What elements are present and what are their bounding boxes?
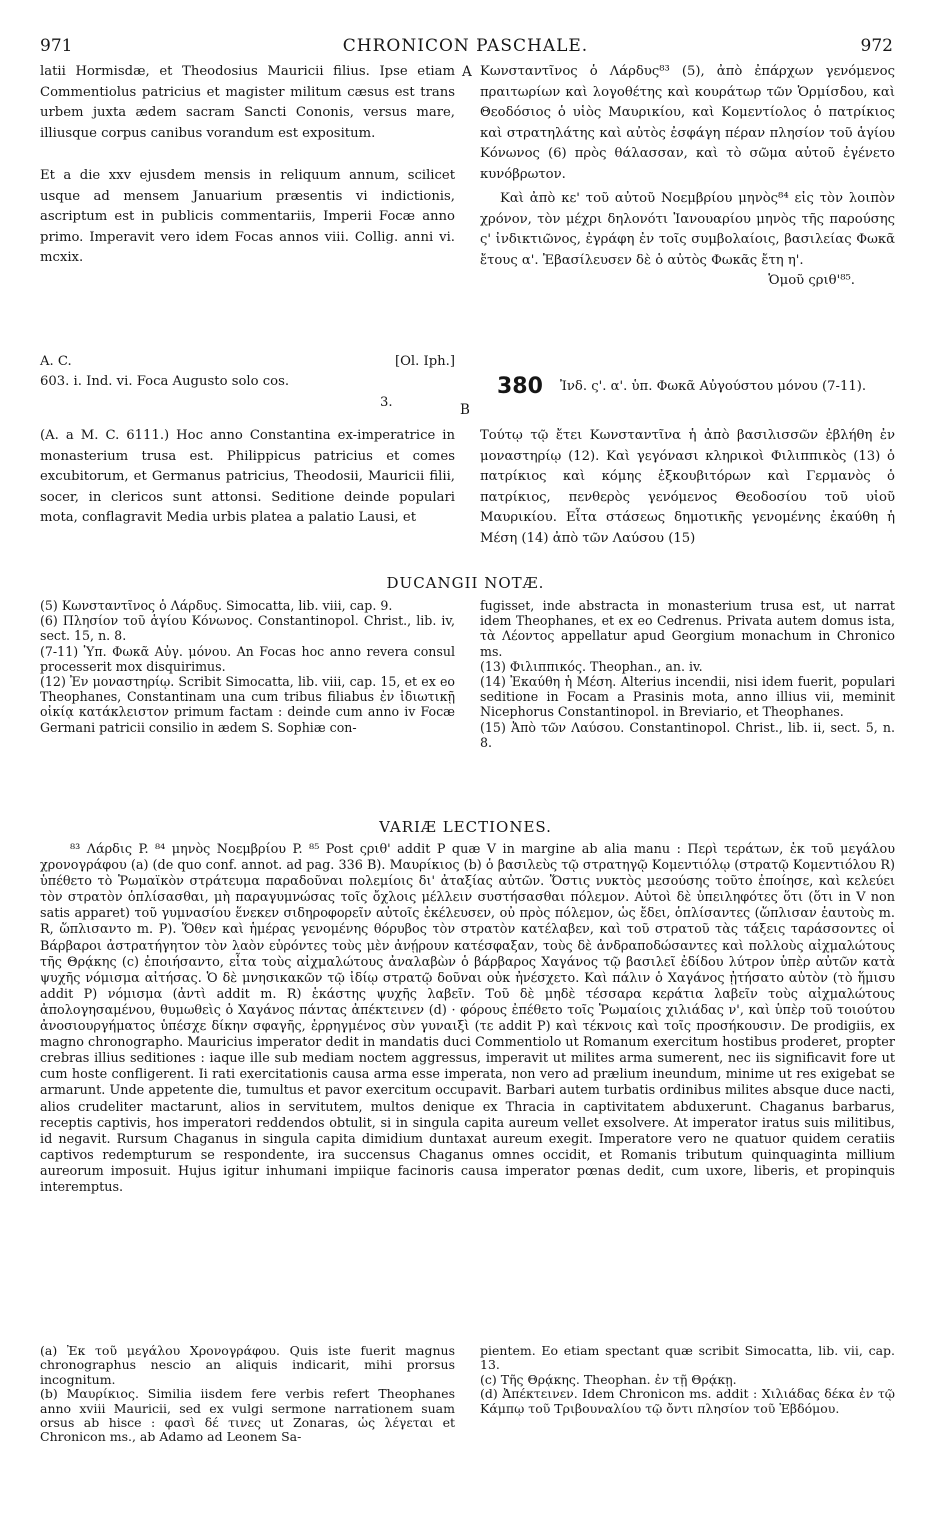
note-item: (6) Πλησίον τοῦ ἁγίου Κόνωνος. Constantinopol. Christ., lib. iv, sect. 15, n. 8. (40, 613, 455, 644)
variae-lectiones-block (40, 842, 895, 1196)
note-item: (13) Φιλιππικός. Theophan., an. iv. (480, 658, 703, 674)
footnote-item: (a) Ἐκ τοῦ μεγάλου Χρονογράφου. Quis iste fuerit magnus chronographus nescio an aliquis indicarit, mihi prorsus incognitum. (40, 1343, 455, 1387)
variae-text: ⁸³ Λάρδις P. ⁸⁴ μηνὸς Νοεμβρίου P. ⁸⁵ Post ςριθ' addit P quæ V in margine ab alia manu : Περὶ τεράτων, ἐκ τοῦ μεγάλου χρονογράφου (a) (de quo conf. annot. ad pag. 336 B). Μαυρίκιος (b) ὁ βασιλεὺς τῷ στρατηγῷ Κομεντιόλῳ (στρατῷ Κομεντιόλου R) ὑπέθετο τὸ Ῥωμαϊκὸν στράτευμα παραδοῦναι πολεμίοις δι' ἀταξίας αὐτῶν. Ὅστις νυκτὸς μεσούσης τοῦτο ἐποίησε, καὶ κελεύει τὸν στρατὸν ὁπλίσασθαι, μὴ παραγυμνώσας τοῖς ὄχλοις μέλλειν συστήσασθαι πόλεμον. Αὐτοὶ δὲ ὑπειληφότες ὅτι (ὅτι in V non satis apparet) τοῦ γυμνασίου ἕνεκεν σιδηροφορεῖν αὐτοῖς ἐκέλευσεν, οὐ πρὸς πόλεμον, ὡς ἔδει, ὁπλίσαντες (ὥπλισαν ἑαυτοὺς m. R, ὥπλισαντο m. P). Ὅθεν καὶ ἡμέρας γενομένης θόρυβος τὸν στρατὸν κατέλαβεν, καὶ τοῦ στρατοῦ τὰς τάξεις ταράσσοντες οἱ Βάρβαροι ἀστρατήγητον τὸν λαὸν εὑρόντες τοὺς μὲν ἀνῄρουν κατέσφαξαν, τοὺς δὲ ἀνδραποδώσαντες καὶ πολλοὺς αἰχμαλώτους τῆς Θρᾴκης (c) ἐποιήσαντο, εἶτα τοὺς αἰχμαλώτους ἀναλαβὼν ὁ βάρβαρος Χαγάνος τῷ βασιλεῖ ἐδίδου λύτρον ὑπὲρ αὐτῶν κατὰ ψυχῆς νόμισμα αἰτήσας. Ὁ δὲ μνησικακῶν τῷ ἰδίῳ στρατῷ δοῦναι οὐκ ἠνέσχετο. Καὶ πάλιν ὁ Χαγάνος ᾐτήσατο αὐτὸν (τὸ ἥμισυ addit P) νόμισμα (ἀντὶ addit m. R) ἑκάστης ψυχῆς λαβεῖν. Τοῦ δὲ μηδὲ τέσσαρα κεράτια λαβεῖν τοὺς αἰχμαλώτους ἀπολογησαμένου, θυμωθεὶς ὁ Χαγάνος πάντας ἀπέκτεινεν (d) · φόρους ἐπέθετο τοῖς Ῥωμαίοις χιλιάδας ν', καὶ ὑπὲρ τοῦ τοιούτου ἀνοσιουργήματος ὑπέσχε δίκην σφαγῆς, ἐρρηγμένος σὺν γυναιξὶ (τε addit P) καὶ τέκνοις καὶ τοῖς προσήκουσιν. De prodigiis, ex magno chronographo. Mauricius imperator dedit in mandatis duci Commentiolo ut Romanum exercitum hostibus proderet, propter crebras illius seditiones : iaque ille sub mediam noctem aggressus, imperavit ut milites arma sumerent, nec iis significavit fore ut cum hoste confligerent. Ii rati exercitationis causa arma esse imperata, non vero ad prælium ineundum, minime ut res exigebat se armarunt. Unde appetente die, tumultus et pavor exercitum occupavit. Barbari autem turbatis ordinibus milites absque duce nacti, alios crudeliter mactarunt, alios in servitutem, multos denique ex Thracia in captivitatem abduxerunt. Chaganus barbarus, receptis captivis, hos imperatori reddendos obtulit, si in singula capita aureum vellet exsolvere. At imperator iratus suis militibus, id negavit. Rursum Chaganus in singula capita dimidium duntaxat aureum exegit. Imperatore vero ne quatuor quidem ceratiis captivos redempturum se respondente, ira succensus Chaganus omnes occidit, et Romanis tributum quinquaginta millium aureorum imposuit. Hujus igitur inhumani impiique facinoris causa imperator pœnas dedit, cum uxore, liberis, et propinquis interemptus. (40, 842, 895, 1195)
margin-marker-a: A (462, 64, 472, 80)
footnote-item: pientem. Eo etiam spectant quæ scribit Simocatta, lib. vii, cap. 13. (480, 1343, 895, 1373)
latin-year-line: 603. i. Ind. vi. Foca Augusto solo cos. (40, 374, 290, 389)
year-number-380: 380 (497, 374, 543, 399)
greek-annal-text: Τούτῳ τῷ ἔτει Κωνσταντῖνα ἡ ἀπὸ βασιλισσῶν ἐβλήθη ἐν μοναστηρίῳ (12). Καὶ γεγόνασι κληρικοὶ Φιλιππικὸς (13) ὁ πατρίκιος καὶ κόμης ἐξκουβιτόρων καὶ Γερμανὸς ὁ πατρίκιος, πενθερὸς γενόμενος Θεοδοσίου τοῦ υἱοῦ Μαυρικίου. Εἶτα στάσεως δημοτικῆς γενομένης ἐκαύθη ἡ Μέση (14) ἀπὸ τῶν Λαύσου (15) (480, 428, 895, 546)
latin-text-column (40, 62, 455, 269)
greek-total: Ὁμοῦ ςριθ'⁸⁵. (768, 273, 855, 288)
ducange-notes-right (480, 598, 895, 750)
latin-paragraph: Et a die xxv ejusdem mensis in reliquum annum, scilicet usque ad mensem Januarium præsentis vi indictionis, ascriptum est in publicis commentariis, Imperii Focæ anno primo. Imperavit vero idem Focas annos viii. Collig. anni vi. mcxix. (40, 168, 455, 265)
margin-marker-b: B (460, 402, 470, 418)
latin-paragraph: latii Hormisdæ, et Theodosius Mauricii filius. Ipse etiam Commentiolus patricius et magister militum cæsus est trans urbem juxta ædem sacram Sancti Cononis, versus mare, illiusque corpus canibus vorandum est expositum. (40, 64, 455, 141)
footnote-item: (c) Τῆς Θρᾴκης. Theophan. ἐν τῇ Θρᾴκῃ. (480, 1371, 737, 1387)
latin-annal-paragraph (40, 426, 455, 529)
note-item: (5) Κωνσταντῖνος ὁ Λάρδυς. Simocatta, lib. viii, cap. 9. (40, 598, 393, 613)
footnotes-right (480, 1344, 895, 1416)
latin-ac-label: A. C. (40, 354, 72, 369)
footnotes-left (40, 1344, 455, 1445)
footnote-item: (d) Ἀπέκτεινεν. Idem Chronicon ms. addit : Χιλιάδας δέκα ἐν τῷ Κάμπῳ τοῦ Τριβουναλίου τῷ ὄντι πλησίον τοῦ Ἑβδόμου. (480, 1386, 895, 1416)
olympiad-label: [Ol. Iph.] (394, 354, 455, 369)
greek-annal-paragraph (480, 426, 895, 549)
variae-heading: VARIÆ LECTIONES. (379, 818, 552, 836)
ducange-notes-left (40, 598, 455, 735)
page-number-right: 972 (860, 36, 893, 56)
greek-paragraph: Καὶ ἀπὸ κε' τοῦ αὐτοῦ Νοεμβρίου μηνὸς⁸⁴ εἰς τὸν λοιπὸν χρόνον, τὸν μέχρι δηλονότι Ἰανουαρίου μηνὸς τῆς παρούσης ς' ἰνδικτιῶνος, ἐγράφη ἐν τοῖς συμβολαίοις, βασιλείας Φωκᾶ ἔτους α'. Ἐβασίλευσεν δὲ ὁ αὐτὸς Φωκᾶς ἔτη η'. (480, 191, 895, 268)
footnote-item: (b) Μαυρίκιος. Similia iisdem fere verbis refert Theophanes anno xviii Mauricii, sed ex vulgi sermone narrationem suam orsus ab hisce : φασὶ δέ τινες ut Zonaras, ὡς λέγεται et Chronicon ms., ab Adamo ad Leonem Sa- (40, 1386, 455, 1445)
note-item: (15) Ἀπὸ τῶν Λαύσου. Constantinopol. Christ., lib. ii, sect. 5, n. 8. (480, 719, 895, 750)
page-number-left: 971 (40, 36, 73, 56)
latin-annal-text: (A. a M. C. 6111.) Hoc anno Constantina ex-imperatrice in monasterium trusa est. Philippicus patricius et comes excubitorum, et Germanus patricius, Theodosii, Mauricii filii, socer, in clericos sunt attonsi. Seditione deinde populari mota, conflagravit Media urbis platea a palatio Lausi, et (40, 428, 455, 525)
note-item: (12) Ἐν μοναστηρίῳ. Scribit Simocatta, lib. viii, cap. 15, et ex eo Theophanes, Constantinam una cum tribus filiabus ἐν ἰδιωτικῇ οἰκίᾳ κατάκλειστον primum factam : deinde cum anno iv Focæ Germani patricii consilio in ædem S. Sophiæ con- (40, 674, 455, 735)
year-number: 3. (380, 395, 393, 410)
greek-paragraph: Κωνσταντῖνος ὁ Λάρδυς⁸³ (5), ἀπὸ ἐπάρχων γενόμενος πραιτωρίων καὶ λογοθέτης καὶ κουράτωρ τῶν Ὁρμίσδου, καὶ Θεοδόσιος ὁ υἱὸς Μαυρικίου, καὶ Κομεντίολος ὁ πατρίκιος καὶ στρατηλάτης καὶ αὐτὸς ἐσφάγη πέραν πλησίον τοῦ ἁγίου Κόνωνος (6) πρὸς θάλασσαν, καὶ τὸ σῶμα αὐτοῦ ἐγένετο κυνόβρωτον. (480, 64, 895, 182)
ducange-heading: DUCANGII NOTÆ. (386, 574, 545, 592)
greek-indiction-line: Ἰνδ. ς'. α'. ὑπ. Φωκᾶ Αὐγούστου μόνου (7-11). (560, 379, 867, 394)
note-item: (7-11) Ὑπ. Φωκᾶ Αὐγ. μόνου. An Focas hoc anno revera consul processerit mox disquirimus. (40, 643, 455, 674)
running-title: CHRONICON PASCHALE. (342, 36, 589, 56)
note-item: fugisset, inde abstracta in monasterium trusa est, ut narrat idem Theophanes, et ex eo Cedrenus. Privata autem domus ista, τὰ Λέοντος appellatur apud Georgium monachum in Chronico ms. (480, 598, 895, 659)
note-item: (14) Ἐκαύθη ἡ Μέση. Alterius incendii, nisi idem fuerit, populari seditione in Focam a Prasinis mota, anno illius vii, meminit Nicephorus Constantinopol. in Breviario, et Theophanes. (480, 674, 895, 720)
greek-text-column (480, 62, 895, 292)
latin-year-block (40, 352, 455, 410)
